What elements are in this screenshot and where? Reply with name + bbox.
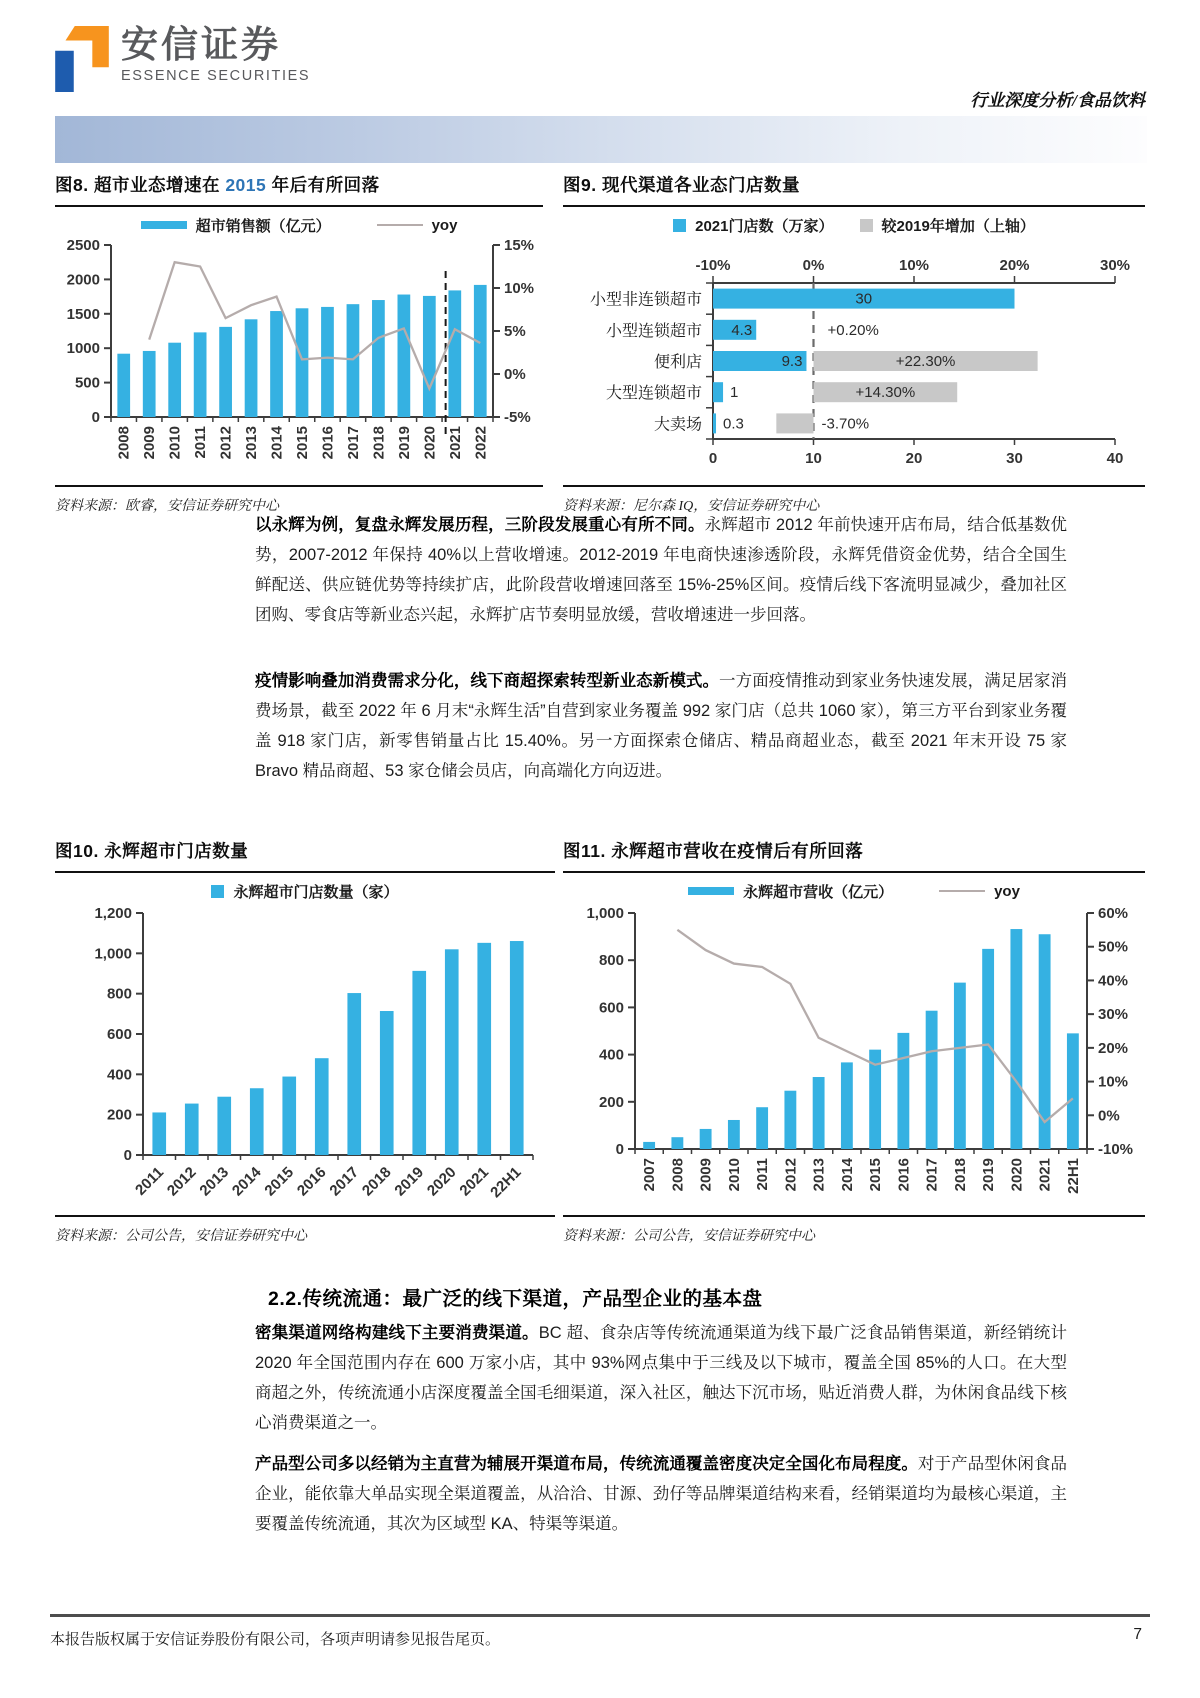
svg-text:40: 40 [1106, 450, 1124, 467]
svg-text:500: 500 [74, 374, 100, 392]
svg-text:10: 10 [805, 450, 822, 467]
svg-text:10%: 10% [898, 257, 930, 274]
footer-divider [50, 1614, 1150, 1617]
figure-10-legend [55, 881, 555, 901]
figure-9-legend [563, 215, 1145, 235]
figure-10-chart [55, 903, 555, 1213]
svg-text:0: 0 [91, 409, 100, 426]
figure-10-block [55, 838, 555, 1245]
svg-text:2015: 2015 [294, 426, 311, 460]
figure-9-block [563, 172, 1145, 515]
line-swatch-icon [939, 890, 985, 893]
figure-11-source: 资料来源：公司公告，安信证券研究中心 [563, 1215, 1145, 1245]
svg-text:2018: 2018 [951, 1158, 969, 1192]
svg-text:0%: 0% [1098, 1107, 1120, 1125]
svg-text:小型连锁超市: 小型连锁超市 [605, 322, 702, 340]
svg-text:2015: 2015 [261, 1163, 298, 1200]
legend-item [141, 215, 331, 236]
svg-text:2014: 2014 [838, 1158, 856, 1192]
svg-text:1,000: 1,000 [586, 905, 624, 922]
svg-text:2017: 2017 [923, 1158, 941, 1192]
bar-swatch-icon [688, 887, 734, 895]
svg-text:50%: 50% [1098, 938, 1129, 956]
svg-text:2020: 2020 [421, 426, 439, 460]
paragraph-pandemic-transform [255, 666, 1067, 786]
svg-text:+14.30%: +14.30% [855, 384, 916, 402]
svg-text:2011: 2011 [192, 426, 210, 459]
svg-text:22H1: 22H1 [487, 1163, 525, 1202]
svg-text:5%: 5% [504, 323, 526, 340]
svg-text:2022: 2022 [472, 426, 490, 460]
svg-text:2011: 2011 [132, 1163, 168, 1199]
svg-text:20%: 20% [999, 257, 1030, 274]
svg-text:2010: 2010 [166, 426, 184, 460]
svg-text:30: 30 [1006, 450, 1023, 467]
svg-text:2011: 2011 [754, 1158, 772, 1191]
svg-text:大型连锁超市: 大型连锁超市 [605, 385, 702, 403]
brand-name-en: ESSENCE SECURITIES [121, 67, 311, 84]
bar-swatch-icon [141, 221, 187, 229]
svg-text:15%: 15% [504, 237, 535, 254]
figure-8-title-post: 年后有所回落 [266, 175, 380, 195]
svg-text:4.3: 4.3 [731, 321, 753, 339]
svg-text:-10%: -10% [695, 257, 731, 274]
svg-text:2010: 2010 [725, 1158, 743, 1192]
svg-text:400: 400 [106, 1066, 132, 1084]
svg-text:9.3: 9.3 [781, 353, 803, 370]
figure-8-chart [55, 237, 543, 483]
legend-label: 永辉超市营收（亿元） [743, 883, 894, 901]
svg-text:2018: 2018 [358, 1163, 395, 1200]
svg-text:大卖场: 大卖场 [653, 416, 702, 434]
legend-item [939, 883, 1020, 900]
svg-text:1000: 1000 [66, 340, 100, 358]
legend-label: 超市销售额（亿元） [195, 217, 331, 235]
figure-10-source: 资料来源：公司公告，安信证券研究中心 [55, 1215, 555, 1245]
brand-text [121, 26, 310, 84]
brand-logo [55, 26, 310, 92]
figure-8-title [55, 172, 543, 207]
figure-8-legend [55, 215, 543, 235]
essence-logo-icon [55, 26, 109, 92]
svg-text:40%: 40% [1098, 972, 1129, 990]
figure-11-block [563, 838, 1145, 1245]
legend-label: 2021门店数（万家） [695, 217, 834, 235]
legend-label: 较2019年增加（上轴） [881, 217, 1035, 235]
figure-10-title [55, 838, 555, 873]
svg-text:22H1: 22H1 [1064, 1158, 1082, 1194]
figure-8-source: 资料来源：欧睿，安信证券研究中心 [55, 485, 543, 515]
gray-square-swatch-icon [860, 219, 873, 232]
footer-copyright: 本报告版权属于安信证券股份有限公司，各项声明请参见报告尾页。 [50, 1632, 501, 1648]
svg-text:1500: 1500 [66, 305, 100, 323]
legend-item [860, 215, 1035, 236]
paragraph-traditional-channel [255, 1318, 1067, 1438]
svg-text:2000: 2000 [66, 271, 100, 289]
blue-square-swatch-icon [211, 885, 224, 898]
svg-text:10%: 10% [504, 280, 535, 297]
brand-name-cn: 安信证券 [121, 24, 281, 65]
svg-text:30: 30 [855, 290, 873, 308]
svg-text:2015: 2015 [867, 1158, 885, 1192]
svg-text:2009: 2009 [697, 1158, 715, 1192]
svg-text:2017: 2017 [344, 426, 362, 460]
svg-text:-10%: -10% [1098, 1141, 1134, 1158]
svg-text:20%: 20% [1098, 1039, 1129, 1057]
legend-item [673, 215, 833, 236]
svg-text:2016: 2016 [293, 1163, 330, 1200]
paragraph-yonghui-history [255, 510, 1067, 630]
figure-11-chart [563, 903, 1145, 1213]
figure-11-title-text: 图11. 永辉超市营收在疫情后有所回落 [563, 841, 864, 861]
svg-text:0: 0 [615, 1141, 624, 1158]
svg-text:-3.70%: -3.70% [821, 415, 870, 433]
svg-text:0%: 0% [802, 257, 825, 274]
svg-text:2021: 2021 [456, 1163, 493, 1200]
svg-text:2009: 2009 [141, 426, 159, 460]
svg-text:0%: 0% [504, 366, 526, 383]
section-heading-2-2: 2.2.传统流通：最广泛的线下渠道，产品型企业的基本盘 [268, 1288, 763, 1310]
figure-9-title-text: 图9. 现代渠道各业态门店数量 [563, 175, 800, 195]
svg-text:0: 0 [123, 1147, 132, 1164]
legend-item [688, 881, 893, 902]
paragraph-lead: 疫情影响叠加消费需求分化，线下商超探索转型新业态新模式。 [255, 672, 720, 690]
svg-text:2008: 2008 [669, 1158, 687, 1192]
svg-text:2500: 2500 [66, 237, 100, 254]
svg-text:2021: 2021 [446, 426, 464, 460]
svg-text:2019: 2019 [980, 1158, 998, 1192]
svg-text:0.3: 0.3 [723, 415, 744, 433]
svg-text:0: 0 [708, 450, 718, 467]
paragraph-body: 对于产品型休闲食品企业，能依靠大单品实现全渠道覆盖，从洽洽、甘源、劲仔等品牌渠道结构来看，经销渠道均为最核心渠道，主要覆盖传统流通，其次为区域型 KA、特渠等渠道。 [255, 1455, 1068, 1534]
svg-text:便利店: 便利店 [653, 354, 702, 371]
svg-text:30%: 30% [1098, 1006, 1129, 1024]
svg-text:2013: 2013 [810, 1158, 828, 1192]
svg-text:1: 1 [730, 384, 739, 402]
legend-item [377, 217, 458, 234]
legend-item [211, 881, 398, 902]
svg-text:2014: 2014 [268, 426, 286, 460]
svg-text:60%: 60% [1098, 905, 1129, 922]
svg-text:2016: 2016 [319, 426, 337, 460]
svg-text:2021: 2021 [1036, 1158, 1054, 1192]
line-swatch-icon [377, 224, 423, 227]
figure-11-legend [563, 881, 1145, 901]
figure-8-title-year: 2015 [225, 175, 267, 195]
paragraph-lead: 密集渠道网络构建线下主要消费渠道。 [255, 1324, 539, 1342]
svg-text:2018: 2018 [370, 426, 388, 460]
svg-text:600: 600 [106, 1026, 132, 1043]
svg-text:2012: 2012 [163, 1163, 200, 1200]
svg-text:小型非连锁超市: 小型非连锁超市 [589, 291, 702, 309]
blue-square-swatch-icon [673, 219, 686, 232]
svg-text:2016: 2016 [895, 1158, 913, 1192]
figure-9-source: 资料来源：尼尔森 IQ，安信证券研究中心 [563, 485, 1145, 515]
header-band [55, 116, 1147, 163]
figure-11-title [563, 838, 1145, 873]
svg-text:20: 20 [905, 450, 923, 467]
svg-text:2013: 2013 [243, 426, 261, 460]
svg-text:+22.30%: +22.30% [895, 353, 956, 370]
figure-9-title [563, 172, 1145, 207]
svg-text:2012: 2012 [782, 1158, 800, 1192]
svg-text:600: 600 [598, 999, 624, 1017]
svg-text:1,000: 1,000 [94, 945, 132, 963]
figure-8-title-pre: 图8. 超市业态增速在 [55, 175, 226, 195]
paragraph-body: 一方面疫情推动到家业务快速发展，满足居家消费场景，截至 2022 年 6 月末“永辉生活”自营到家业务覆盖 992 家门店（总共 1060 家），第三方平台到家业务覆盖 918 家门店，新零售销量占比 15.40%。另一方面探索仓储店、精品商超业态，截至 2021 年末开设 75 家 Bravo 精品商超、53 家仓储会员店，向高端化方向迈进。 [255, 672, 1068, 781]
svg-text:2019: 2019 [391, 1163, 428, 1200]
figure-10-title-text: 图10. 永辉超市门店数量 [55, 841, 249, 861]
svg-text:800: 800 [106, 985, 132, 1003]
svg-text:1,200: 1,200 [94, 905, 132, 922]
paragraph-lead: 产品型公司多以经销为主直营为辅展开渠道布局，传统流通覆盖密度决定全国化布局程度。 [255, 1455, 918, 1473]
svg-text:200: 200 [598, 1093, 624, 1111]
report-type-label: 行业深度分析/食品饮料 [970, 91, 1145, 110]
svg-text:30%: 30% [1099, 257, 1131, 274]
svg-text:400: 400 [598, 1046, 624, 1064]
svg-text:2012: 2012 [217, 426, 235, 460]
paragraph-distribution-layout [255, 1449, 1067, 1539]
svg-text:-5%: -5% [504, 409, 531, 426]
page-number: 7 [1133, 1626, 1142, 1643]
svg-text:200: 200 [106, 1106, 132, 1124]
legend-label: yoy [431, 216, 458, 234]
svg-text:2019: 2019 [395, 426, 413, 460]
svg-text:2020: 2020 [423, 1163, 460, 1200]
svg-text:2007: 2007 [641, 1158, 659, 1192]
legend-label: yoy [994, 882, 1020, 900]
svg-text:2020: 2020 [1008, 1158, 1026, 1192]
svg-text:2014: 2014 [228, 1163, 265, 1200]
figure-8-block [55, 172, 543, 515]
paragraph-lead: 以永辉为例，复盘永辉发展历程，三阶段发展重心有所不同。 [255, 516, 705, 534]
svg-text:2013: 2013 [196, 1163, 233, 1200]
legend-label: 永辉超市门店数量（家） [233, 883, 399, 901]
svg-text:2017: 2017 [326, 1163, 363, 1200]
paragraph-body: 永辉超市 2012 年前快速开店布局，结合低基数优势，2007-2012 年保持 40%以上营收增速。2012-2019 年电商快速渗透阶段，永辉凭借资金优势，结合全国生鲜配送、供应链优势等持续扩店，此阶段营收增速回落至 15%-25%区间。疫情后线下客流明显减少，叠加社区团购、零食店等新业态兴起，永辉扩店节奏明显放缓，营收增速进一步回落。 [255, 516, 1068, 625]
svg-text:800: 800 [598, 952, 624, 970]
figure-9-chart [563, 237, 1145, 483]
svg-text:+0.20%: +0.20% [827, 321, 879, 339]
svg-text:10%: 10% [1098, 1073, 1129, 1091]
paragraph-body: BC 超、食杂店等传统流通渠道为线下最广泛食品销售渠道，新经销统计 2020 年全国范围内存在 600 万家小店，其中 93%网点集中于三线及以下城市，覆盖全国 85%的人口。在大型商超之外，传统流通小店深度覆盖全国毛细渠道，深入社区，触达下沉市场，贴近消费人群，为休闲食品线下核心消费渠道之一。 [255, 1324, 1067, 1433]
svg-text:2008: 2008 [115, 426, 133, 460]
